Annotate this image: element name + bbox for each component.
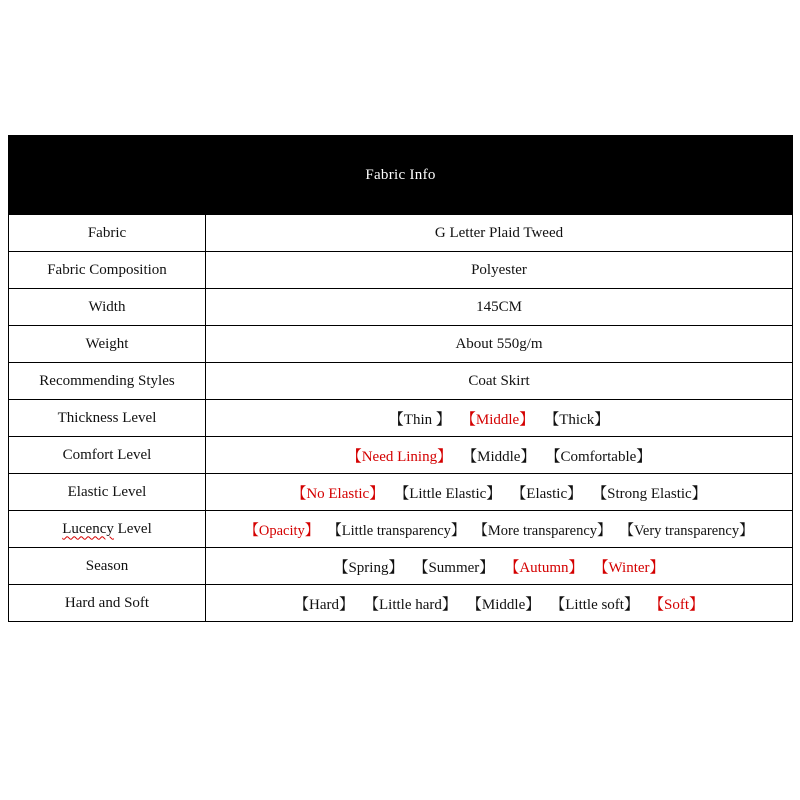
row-label: Elastic Level <box>9 474 206 511</box>
option-thick: 【Thick】 <box>544 411 610 428</box>
option-middle: 【Middle】 <box>462 448 536 465</box>
row-label: Width <box>9 289 206 326</box>
option-very-transparency: 【Very transparency】 <box>619 522 754 539</box>
option-hard: 【Hard】 <box>293 596 354 613</box>
table-title: Fabric Info <box>9 136 793 215</box>
row-label-rest: Level <box>113 520 152 537</box>
row-options <box>206 437 793 474</box>
table-row-recommending-styles <box>9 363 793 400</box>
row-value: Coat Skirt <box>206 363 793 400</box>
option-opacity: 【Opacity】 <box>244 522 320 539</box>
option-little-transparency: 【Little transparency】 <box>327 522 466 539</box>
option-little-elastic: 【Little Elastic】 <box>394 485 502 502</box>
table-row-fabric-composition <box>9 252 793 289</box>
row-label <box>9 511 206 548</box>
option-middle: 【Middle】 <box>466 596 541 613</box>
option-spring: 【Spring】 <box>333 559 404 576</box>
option-elastic: 【Elastic】 <box>511 485 583 502</box>
table-row-elastic-level <box>9 474 793 511</box>
row-label: Hard and Soft <box>9 585 206 622</box>
row-options <box>206 474 793 511</box>
table-row-hard-and-soft <box>9 585 793 622</box>
row-label: Thickness Level <box>9 400 206 437</box>
spellcheck-underlined-word: Lucency <box>62 520 114 537</box>
row-options <box>206 400 793 437</box>
row-label: Season <box>9 548 206 585</box>
option-strong-elastic: 【Strong Elastic】 <box>592 485 707 502</box>
option-winter: 【Winter】 <box>593 559 665 576</box>
row-value: About 550g/m <box>206 326 793 363</box>
option-autumn: 【Autumn】 <box>504 559 584 576</box>
row-label: Comfort Level <box>9 437 206 474</box>
option-need-lining: 【Need Lining】 <box>346 448 453 465</box>
table-row-season <box>9 548 793 585</box>
row-options <box>206 511 793 548</box>
row-label: Weight <box>9 326 206 363</box>
option-no-elastic: 【No Elastic】 <box>291 485 385 502</box>
option-more-transparency: 【More transparency】 <box>473 522 612 539</box>
row-label: Recommending Styles <box>9 363 206 400</box>
table-row-weight <box>9 326 793 363</box>
row-value: Polyester <box>206 252 793 289</box>
option-comfortable: 【Comfortable】 <box>545 448 652 465</box>
table-row-lucency-level <box>9 511 793 548</box>
row-label: Fabric Composition <box>9 252 206 289</box>
fabric-info-table <box>8 135 793 622</box>
table-row-fabric <box>9 215 793 252</box>
option-middle: 【Middle】 <box>460 411 535 428</box>
option-summer: 【Summer】 <box>413 559 495 576</box>
table-row-comfort-level <box>9 437 793 474</box>
row-value: G Letter Plaid Tweed <box>206 215 793 252</box>
table-row-thickness-level <box>9 400 793 437</box>
row-options <box>206 548 793 585</box>
row-label: Fabric <box>9 215 206 252</box>
option-little-soft: 【Little soft】 <box>550 596 639 613</box>
row-options <box>206 585 793 622</box>
row-value: 145CM <box>206 289 793 326</box>
option-little-hard: 【Little hard】 <box>363 596 457 613</box>
table-row-width <box>9 289 793 326</box>
option-thin: 【Thin 】 <box>388 411 451 428</box>
option-soft: 【Soft】 <box>648 596 704 613</box>
